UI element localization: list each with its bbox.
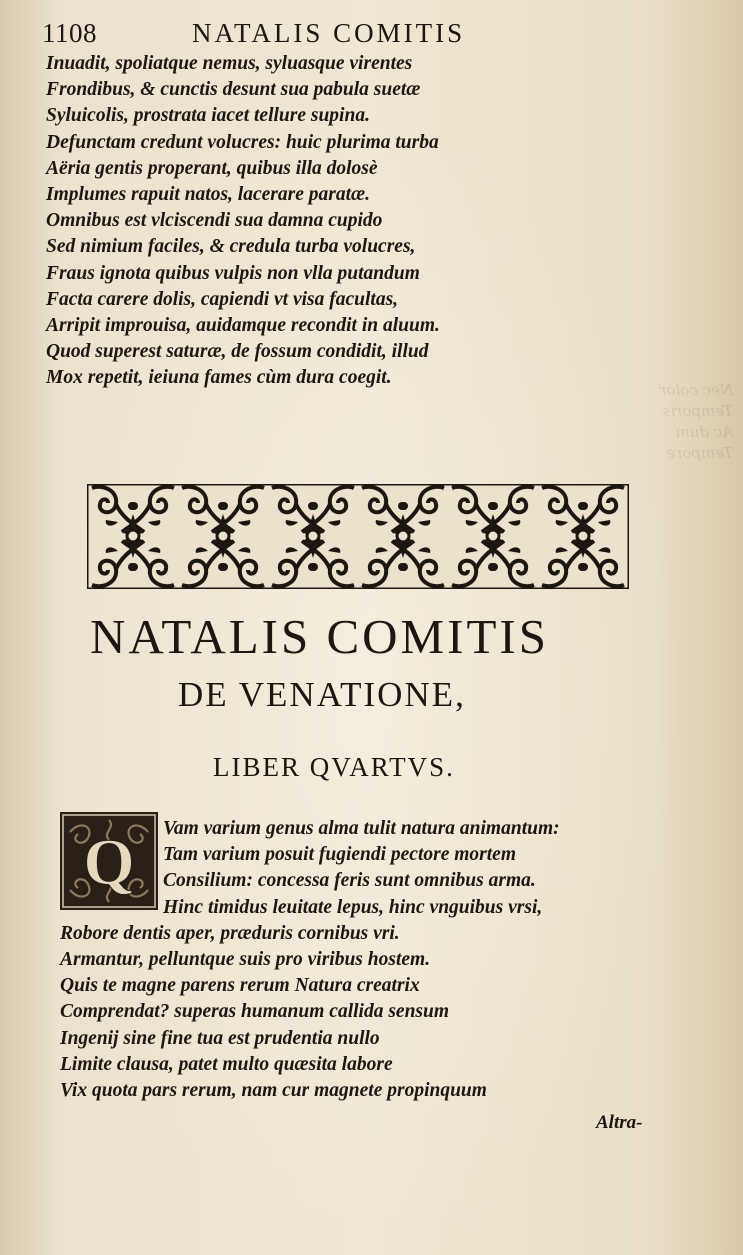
ornamental-headpiece [87,484,629,589]
poem-line: Comprendat? superas humanum callida sensum [60,1001,450,1023]
poem-line: Armantur, pelluntque suis pro viribus hostem. [60,949,431,971]
poem-line: Consilium: concessa feris sunt omnibus arma. [163,870,536,892]
verse-line: Frondibus, & cunctis desunt sua pabula suetæ [46,79,421,101]
verse-line: Facta carere dolis, capiendi vt visa facultas, [46,288,399,310]
verse-line: Quod superest saturæ, de fossum condidit, illud [46,341,429,363]
verse-line: Fraus ignota quibus vulpis non vlla putandum [46,262,420,284]
catchword: Altra- [596,1112,643,1133]
page-number: 1108 [42,18,97,48]
verse-line: Mox repetit, ieiuna fames cùm dura coegit. [46,367,392,389]
poem-line: Limite clausa, patet multo quæsita labore [60,1053,393,1075]
poem-line: Hinc timidus leuitate lepus, hinc vnguibus vrsi, [163,896,543,918]
poem-line: Tam varium posuit fugiendi pectore mortem [163,844,516,866]
verse-top [46,51,686,392]
bleed-through-text: Nec color Temporis Ac dum Tempore [659,381,733,462]
verse-line: Arripit improuisa, auidamque recondit in aluum. [46,315,440,337]
book-title: NATALIS COMITIS [90,609,549,664]
book-number: LIBER QVARTVS. [213,752,455,782]
dropcap-letter: Q [83,826,135,899]
poem-body [60,816,700,1104]
verse-line: Sed nimium faciles, & credula turba volucres, [46,236,416,258]
verse-line: Inuadit, spoliatque nemus, syluasque virentes [46,53,413,74]
running-head: NATALIS COMITIS [192,18,466,48]
poem-line: Quis te magne parens rerum Natura creatrix [60,975,420,997]
verse-line: Syluicolis, prostrata iacet tellure supina. [46,105,370,127]
verse-line: Implumes rapuit natos, lacerare paratæ. [46,184,370,206]
verse-line: Omnibus est vlciscendi sua damna cupido [46,210,383,232]
page-header [42,14,693,48]
poem-line: Robore dentis aper, præduris cornibus vri. [60,922,400,944]
poem-line: Vam varium genus alma tulit natura animantum: [163,818,560,839]
poem-line: Ingenij sine fine tua est prudentia nullo [60,1027,380,1049]
book-subtitle: DE VENATIONE, [178,675,466,714]
verse-line: Defunctam credunt volucres: huic plurima turba [46,131,439,153]
verse-line: Aëria gentis properant, quibus illa dolosè [46,157,378,179]
poem-line: Vix quota pars rerum, nam cur magnete propinquum [60,1080,487,1102]
